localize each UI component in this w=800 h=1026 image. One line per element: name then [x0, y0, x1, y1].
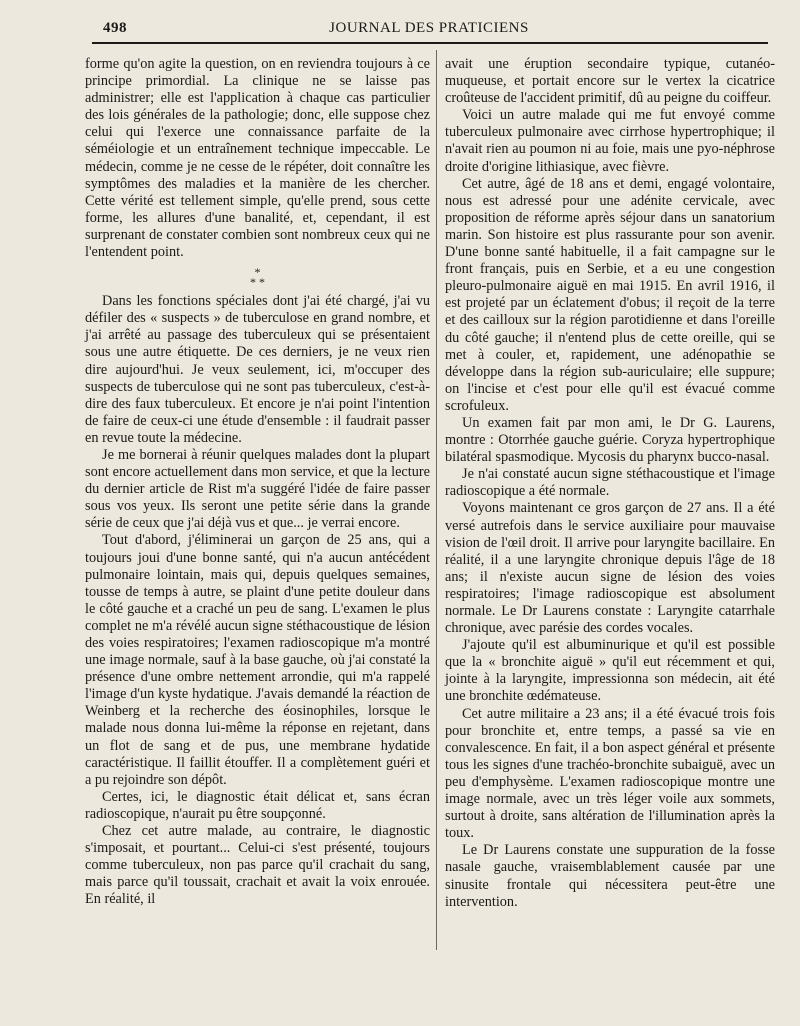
- paragraph: J'ajoute qu'il est albuminurique et qu'il est possible que la « bronchite aiguë » qu'il eut récemment et qui, jointe à la laryngite, impressionna son médecin, ait été une bronchite œdémateuse.: [445, 637, 775, 705]
- asterism-top: *: [254, 265, 261, 280]
- paragraph: Cet autre, âgé de 18 ans et demi, engagé volontaire, nous est adressé pour une adénite cervicale, avec proposition de réforme après séjour dans un sanatorium marin. Son histoire est plus rassurante pour son avenir. D'une bonne santé habituelle, il a fait campagne sur le front français, puis en Serbie, et a eu une congestion pleuro-pulmonaire aiguë en mai 1915. En avril 1916, il est projeté par un éclatement d'obus; il reçoit de la terre et des cailloux sur la région parotidienne et dans l'oreille du côté gauche; il n'entend plus de cette oreille, qui se met à couler, et, rapidement, une adénopathie se développe dans la région sub-auriculaire; elle suppure; on l'incise et c'est pour elle qu'il est évacué comme scrofuleux.: [445, 175, 775, 414]
- paragraph: Cet autre militaire a 23 ans; il a été évacué trois fois pour bronchite et, entre temps, a passé sa vie en convalescence. En fait, il a bon aspect général et présente tous les signes d'une trachéo-bronchite subaiguë, avec un peu d'emphysème. L'examen radioscopique montre une image normale, avec un très léger voile aux sommets, surtout à droite, sans altération de l'illumination après la toux.: [445, 705, 775, 842]
- paragraph: avait une éruption secondaire typique, cutanéo-muqueuse, et portait encore sur le vertex la cicatrice croûteuse de l'accident primitif, dû au peigne du coiffeur.: [445, 56, 775, 107]
- paragraph: Voyons maintenant ce gros garçon de 27 ans. Il a été versé autrefois dans le service auxiliaire pour mauvaise vision de l'œil droit. Il arrive pour laryngite bacillaire. En réalité, il a une laryngite chronique depuis l'âge de 18 ans; il n'existe aucun signe de lésion des voies respiratoires; l'image radioscopique est absolument normale. Le Dr Laurens constate : Laryngite catarrhale chronique, avec parésie des cordes vocales.: [445, 500, 775, 637]
- paragraph: Voici un autre malade qui me fut envoyé comme tuberculeux pulmonaire avec cirrhose hypertrophique; il n'avait rien au poumon ni au foie, mais une pyo-néphrose droite d'origine lithiasique, avec fièvre.: [445, 107, 775, 175]
- journal-title: JOURNAL DES PRATICIENS: [329, 20, 529, 36]
- column-divider: [436, 50, 437, 950]
- page-header: [88, 16, 770, 40]
- paragraph: Je n'ai constaté aucun signe stéthacoustique et l'image radioscopique a été normale.: [445, 466, 775, 500]
- paragraph: Je me bornerai à réunir quelques malades dont la plupart sont encore actuellement dans mon service, et que la lecture du dernier article de Rist m'a suggéré l'idée de faire passer sous vos yeux. Ils seront une petite série dans la grande série de ceux que j'ai déjà vus et que... je verrai encore.: [85, 446, 430, 532]
- paragraph: Tout d'abord, j'éliminerai un garçon de 25 ans, qui a toujours joui d'une bonne santé, qui n'a aucun antécédent pulmonaire lointain, mais qui, depuis quelques semaines, tousse de temps à autre, se plaint d'une petite douleur dans le côté gauche et a craché un peu de sang. L'examen le plus complet ne m'a révélé aucun signe stéthacoustique de lésion des voies respiratoires; l'examen radioscopique m'a montré une image normale, sauf à la base gauche, où j'ai constaté la présence d'une ombre nettement arrondie, qui m'a rappelé l'image d'un kyste hydatique. J'avais demandé la réaction de Weinberg et la recherche des éosinophiles, lorsque le malade nous donna lui-même la réponse en rejetant, dans un flot de sang et de pus, une membrane hydatide caractéristique. Il faillit étouffer. Il a complètement guéri et a pu rejoindre son dépôt.: [85, 532, 430, 788]
- paragraph: Le Dr Laurens constate une suppuration de la fosse nasale gauche, vraisemblablement causée par une sinusite frontale qui nécessitera peut-être une intervention.: [445, 842, 775, 910]
- left-column: [85, 56, 430, 909]
- paragraph: forme qu'on agite la question, on en reviendra toujours à ce principe primordial. La clinique ne se laisse pas administrer; elle est l'application à chaque cas particulier des lois générales de la pathologie; donc, elle suppose chez celui qui l'exerce une connaissance parfaite de la séméiologie et un entraînement technique impeccable. Le médecin, comme je ne cesse de le répéter, doit connaître les symptômes des maladies et la manière de les chercher. Cette vérité est tellement simple, qu'elle prend, sous cette forme, les allures d'une banalité, et, cependant, il est surprenant de constater combien sont nombreux ceux qui ne l'entendent point.: [85, 56, 430, 261]
- page-number: 498: [103, 20, 127, 36]
- paragraph: Certes, ici, le diagnostic était délicat et, sans écran radioscopique, n'aurait pu être soupçonné.: [85, 788, 430, 822]
- paragraph: Un examen fait par mon ami, le Dr G. Laurens, montre : Otorrhée gauche guérie. Coryza hypertrophique bilatéral spasmodique. Mycosis du pharynx bucco-nasal.: [445, 414, 775, 466]
- right-column: [445, 56, 775, 911]
- asterism-separator: [85, 261, 430, 293]
- asterism-bottom: * *: [250, 275, 265, 290]
- header-rule: [92, 42, 768, 44]
- paragraph: Chez cet autre malade, au contraire, le diagnostic s'imposait, et pourtant... Celui-ci s'est présenté, toujours comme tuberculeux, non pas parce qu'il crachait du sang, mais parce qu'il toussait, crachait et avait la voix enrouée. En réalité, il: [85, 823, 430, 908]
- paragraph: Dans les fonctions spéciales dont j'ai été chargé, j'ai vu défiler des « suspects » de tuberculose en grand nombre, et j'ai arrêté au passage des tuberculeux qui se présentaient sous une autre étiquette. De ces derniers, je ne veux rien dire aujourd'hui. Je veux seulement, ici, m'occuper des suspects de tuberculose qui ne sont pas tuberculeux, c'est-à-dire des faux tuberculeux. Et encore je n'ai point l'intention de faire de ceux-ci une étude d'ensemble : il faudrait passer en revue toute la médecine.: [85, 293, 430, 446]
